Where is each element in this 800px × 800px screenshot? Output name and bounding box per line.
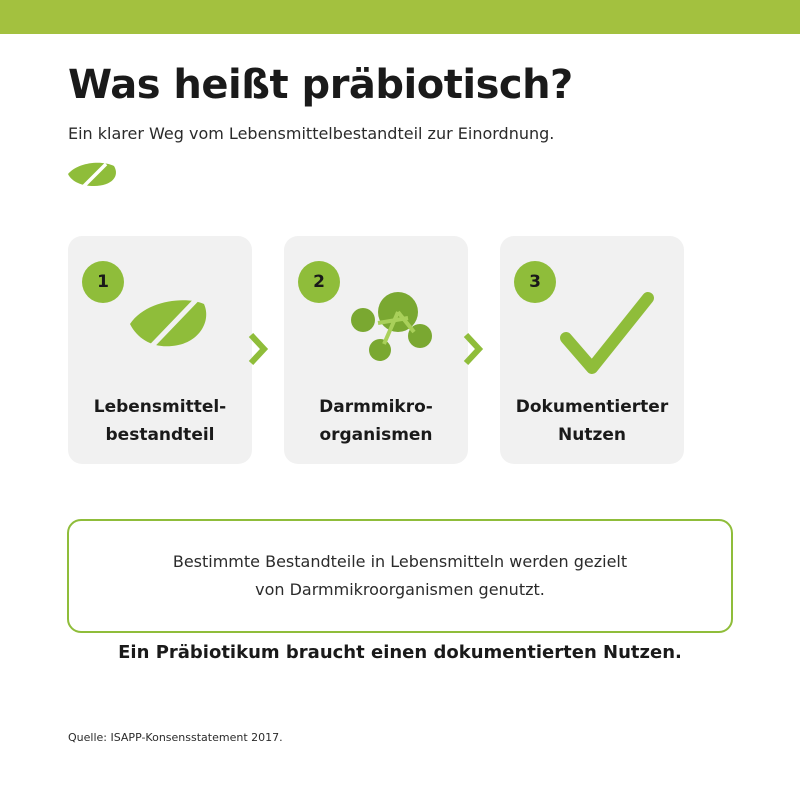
checkmark-icon (554, 286, 664, 384)
chevron-right-icon (248, 330, 270, 368)
leaf-icon (126, 294, 216, 354)
step-card-3 (500, 236, 684, 464)
info-box (67, 519, 733, 633)
step-label: Lebensmittel- bestandteil (93, 397, 227, 445)
step-label: Darmmikro- organismen (319, 397, 433, 445)
chevron-right-icon (463, 330, 485, 368)
info-text: Bestimmte Bestandteile in Lebensmitteln werden gezielt von Darmmikroorganismen genutzt. (172, 552, 628, 599)
step-number-badge: 2 (298, 261, 340, 303)
step-card-2 (284, 236, 468, 464)
step-card-1 (68, 236, 252, 464)
microorganism-icon (348, 288, 438, 364)
page-subtitle: Ein klarer Weg vom Lebensmittelbestandteil zur Einordnung. (68, 124, 555, 143)
top-accent-bar (0, 0, 800, 34)
source-note: Quelle: ISAPP-Konsensstatement 2017. (68, 731, 283, 744)
conclusion-text: Ein Präbiotikum braucht einen dokumentierten Nutzen. (118, 642, 682, 663)
leaf-icon (66, 160, 122, 190)
step-label: Dokumentierter Nutzen (515, 397, 669, 445)
page-title: Was heißt präbiotisch? (68, 62, 573, 108)
step-number-badge: 1 (82, 261, 124, 303)
step-number-badge: 3 (514, 261, 556, 303)
